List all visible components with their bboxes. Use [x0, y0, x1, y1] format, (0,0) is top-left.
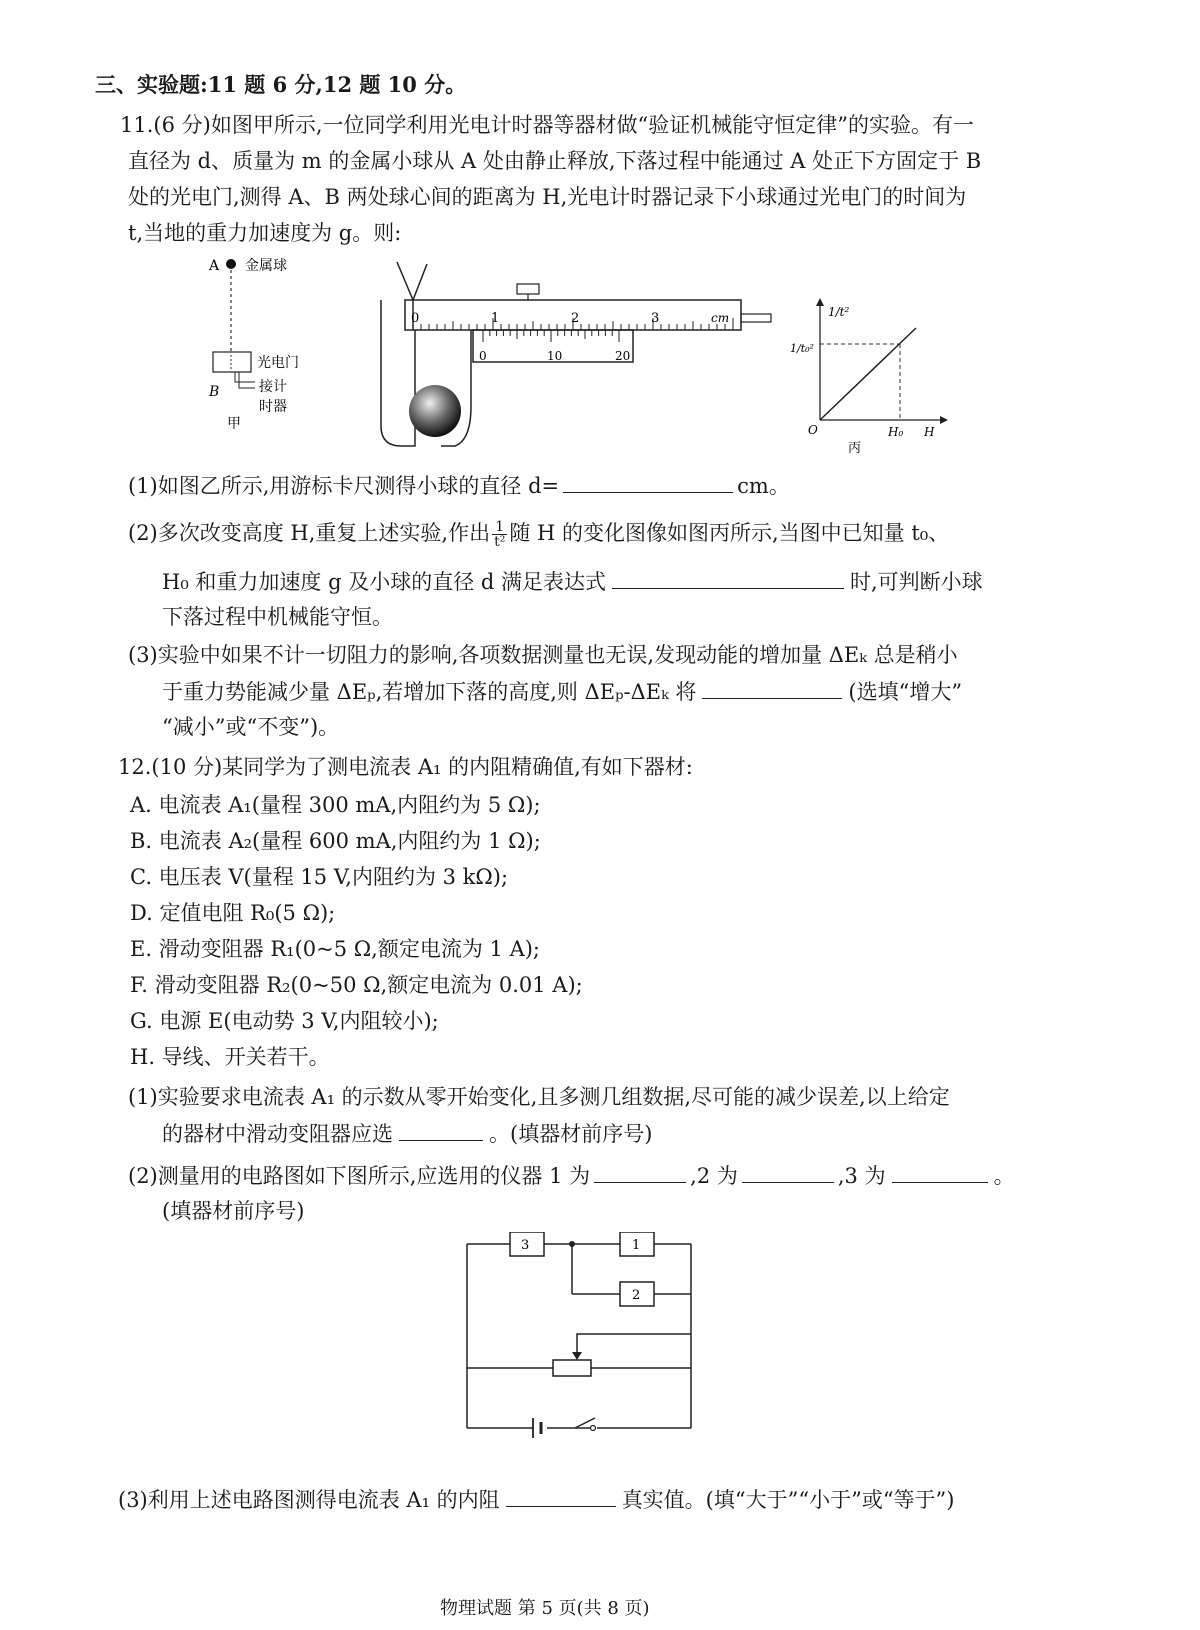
- caliper-upper-jaw: [397, 262, 427, 300]
- q11-part1-unit: cm。: [737, 474, 790, 498]
- figure-jia: [195, 248, 355, 438]
- q11-part3-line-1: (3)实验中如果不计一切阻力的影响,各项数据测量也无误,发现动能的增加量 ΔEₖ 总是稍小: [128, 643, 958, 667]
- q12-item-H: H. 导线、开关若干。: [130, 1045, 330, 1069]
- q12-part2-blank-2[interactable]: [742, 1160, 834, 1183]
- q12-part2-line-2: (填器材前序号): [162, 1199, 305, 1223]
- q12-item-C: C. 电压表 V(量程 15 V,内阻约为 3 kΩ);: [130, 865, 509, 889]
- vernier-scale-ticks: [483, 330, 619, 342]
- figure-yi-vernier-caliper: [375, 256, 775, 452]
- vernier-tick-label-20: 20: [615, 349, 631, 363]
- q12-part3-answer-blank[interactable]: [506, 1484, 616, 1507]
- q11-intro-line-2: 直径为 d、质量为 m 的金属小球从 A 处由静止释放,下落过程中能通过 A 处正下方固定于 B: [128, 149, 982, 173]
- q12-item-A: A. 电流表 A₁(量程 300 mA,内阻约为 5 Ω);: [130, 793, 541, 817]
- vernier-tick-label-0: 0: [479, 349, 487, 363]
- label-timer-2: 时器: [259, 399, 287, 415]
- q12-part1-line-2: [162, 1118, 652, 1149]
- circuit-diagram: [455, 1232, 715, 1464]
- q11-part3-text-c: (选填“增大”: [848, 680, 963, 704]
- main-tick-label-1: 1: [491, 311, 500, 326]
- q12-part1-text-c: 。(填器材前序号): [489, 1122, 653, 1146]
- box-2-label: 2: [632, 1288, 641, 1303]
- q12-intro: 12.(10 分)某同学为了测电流表 A₁ 的内阻精确值,有如下器材:: [118, 755, 693, 779]
- label-A: A: [209, 258, 220, 274]
- main-tick-label-2: 2: [571, 311, 580, 326]
- caliper-depth-rod: [741, 314, 771, 322]
- q12-item-E: E. 滑动变阻器 R₁(0~5 Ω,额定电流为 1 A);: [130, 937, 541, 961]
- fraction-1-over-t-squared: $\frac{1}{\text{t²}}$: [494, 519, 506, 550]
- q11-part2-text-b: 随 H 的变化图像如图丙所示,当图中已知量 t₀、: [509, 521, 950, 545]
- vernier-tick-label-10: 10: [547, 349, 563, 363]
- q12-part2-line-1: [128, 1160, 1015, 1191]
- data-line: [820, 328, 916, 420]
- label-timer-1: 接计: [259, 379, 287, 395]
- q12-part3-text-b: 真实值。(填“大于”“小于”或“等于”): [621, 1488, 955, 1512]
- rheostat-icon: [553, 1360, 591, 1376]
- caliper-fixed-jaw: [381, 300, 415, 446]
- q12-item-G: G. 电源 E(电动势 3 V,内阻较小);: [130, 1009, 439, 1033]
- main-tick-label-0: 0: [411, 311, 420, 326]
- q12-part2-text-d: 。: [993, 1164, 1015, 1188]
- section-title: 三、实验题:11 题 6 分,12 题 10 分。: [95, 72, 467, 97]
- unit-label: cm: [711, 311, 730, 325]
- q12-part1-answer-blank[interactable]: [399, 1118, 483, 1141]
- metal-ball-icon: [226, 259, 236, 269]
- q11-intro-line-4: t,当地的重力加速度为 g。则:: [128, 221, 402, 245]
- caption-bing: 丙: [848, 441, 862, 456]
- q12-part2-text-a: (2)测量用的电路图如下图所示,应选用的仪器 1 为: [128, 1164, 591, 1188]
- q11-part2-line-2: [162, 566, 983, 597]
- box-3-label: 3: [521, 1238, 530, 1253]
- q12-item-F: F. 滑动变阻器 R₂(0~50 Ω,额定电流为 0.01 A);: [130, 973, 583, 997]
- x-marker-label: H₀: [888, 425, 904, 439]
- q11-part2-text-d: 时,可判断小球: [850, 570, 983, 594]
- q11-intro-line-1: 11.(6 分)如图甲所示,一位同学利用光电计时器等器材做“验证机械能守恒定律”的实验。有一: [120, 113, 974, 137]
- q12-part2-blank-3[interactable]: [892, 1160, 988, 1183]
- q12-part3-text-a: (3)利用上述电路图测得电流表 A₁ 的内阻: [118, 1488, 500, 1512]
- q12-part2-blank-1[interactable]: [594, 1160, 686, 1183]
- q11-part3-text-b: 于重力势能减少量 ΔEₚ,若增加下落的高度,则 ΔEₚ-ΔEₖ 将: [162, 680, 697, 704]
- y-axis-label: 1/t²: [828, 305, 850, 319]
- q11-part1: [128, 470, 790, 501]
- caption-jia: 甲: [227, 416, 241, 432]
- q11-intro-line-3: 处的光电门,测得 A、B 两处球心间的距离为 H,光电计时器记录下小球通过光电门的时间为: [128, 185, 967, 209]
- rheostat-slider-arrow: [572, 1352, 582, 1360]
- q11-part3-line-2: [162, 676, 962, 707]
- origin-label: O: [808, 423, 818, 437]
- q11-part1-text: (1)如图乙所示,用游标卡尺测得小球的直径 d=: [128, 474, 560, 498]
- small-ball: [409, 385, 461, 437]
- photogate-icon: [213, 352, 251, 372]
- junction-dot: [569, 1241, 575, 1247]
- figure-bing-graph: [790, 292, 950, 460]
- label-B: B: [209, 384, 220, 400]
- label-photogate: 光电门: [257, 355, 299, 371]
- q12-part1-line-1: (1)实验要求电流表 A₁ 的示数从零开始变化,且多测几组数据,尽可能的减少误差,以上给定: [128, 1085, 950, 1109]
- q11-part1-answer-blank[interactable]: [563, 470, 733, 493]
- label-metal-ball: 金属球: [245, 258, 287, 274]
- main-tick-label-3: 3: [651, 311, 660, 326]
- q11-part2-line-1: [128, 518, 949, 549]
- q12-part1-text-b: 的器材中滑动变阻器应选: [162, 1122, 393, 1146]
- rheostat-slider-wire: [577, 1334, 691, 1352]
- q12-item-B: B. 电流表 A₂(量程 600 mA,内阻约为 1 Ω);: [130, 829, 541, 853]
- timer-wire: [235, 372, 255, 382]
- x-axis-label: H: [924, 425, 935, 439]
- q11-part2-answer-blank[interactable]: [612, 566, 844, 589]
- q11-part3-answer-blank[interactable]: [702, 676, 842, 699]
- q11-part2-text-c: H₀ 和重力加速度 g 及小球的直径 d 满足表达式: [162, 570, 606, 594]
- q12-item-D: D. 定值电阻 R₀(5 Ω);: [130, 901, 336, 925]
- q11-part2-line-3: 下落过程中机械能守恒。: [162, 605, 393, 629]
- q12-part3: [118, 1484, 955, 1515]
- box-1-label: 1: [632, 1238, 641, 1253]
- y-marker-label: 1/t₀²: [790, 342, 814, 355]
- q12-part2-text-b: ,2 为: [690, 1164, 738, 1188]
- page-footer: 物理试题 第 5 页(共 8 页): [440, 1598, 650, 1619]
- locking-screw: [517, 284, 539, 294]
- q11-part2-text-a: (2)多次改变高度 H,重复上述实验,作出: [128, 521, 491, 545]
- q12-part2-text-c: ,3 为: [837, 1164, 886, 1188]
- q11-part3-line-3: “减小”或“不变”)。: [162, 715, 340, 739]
